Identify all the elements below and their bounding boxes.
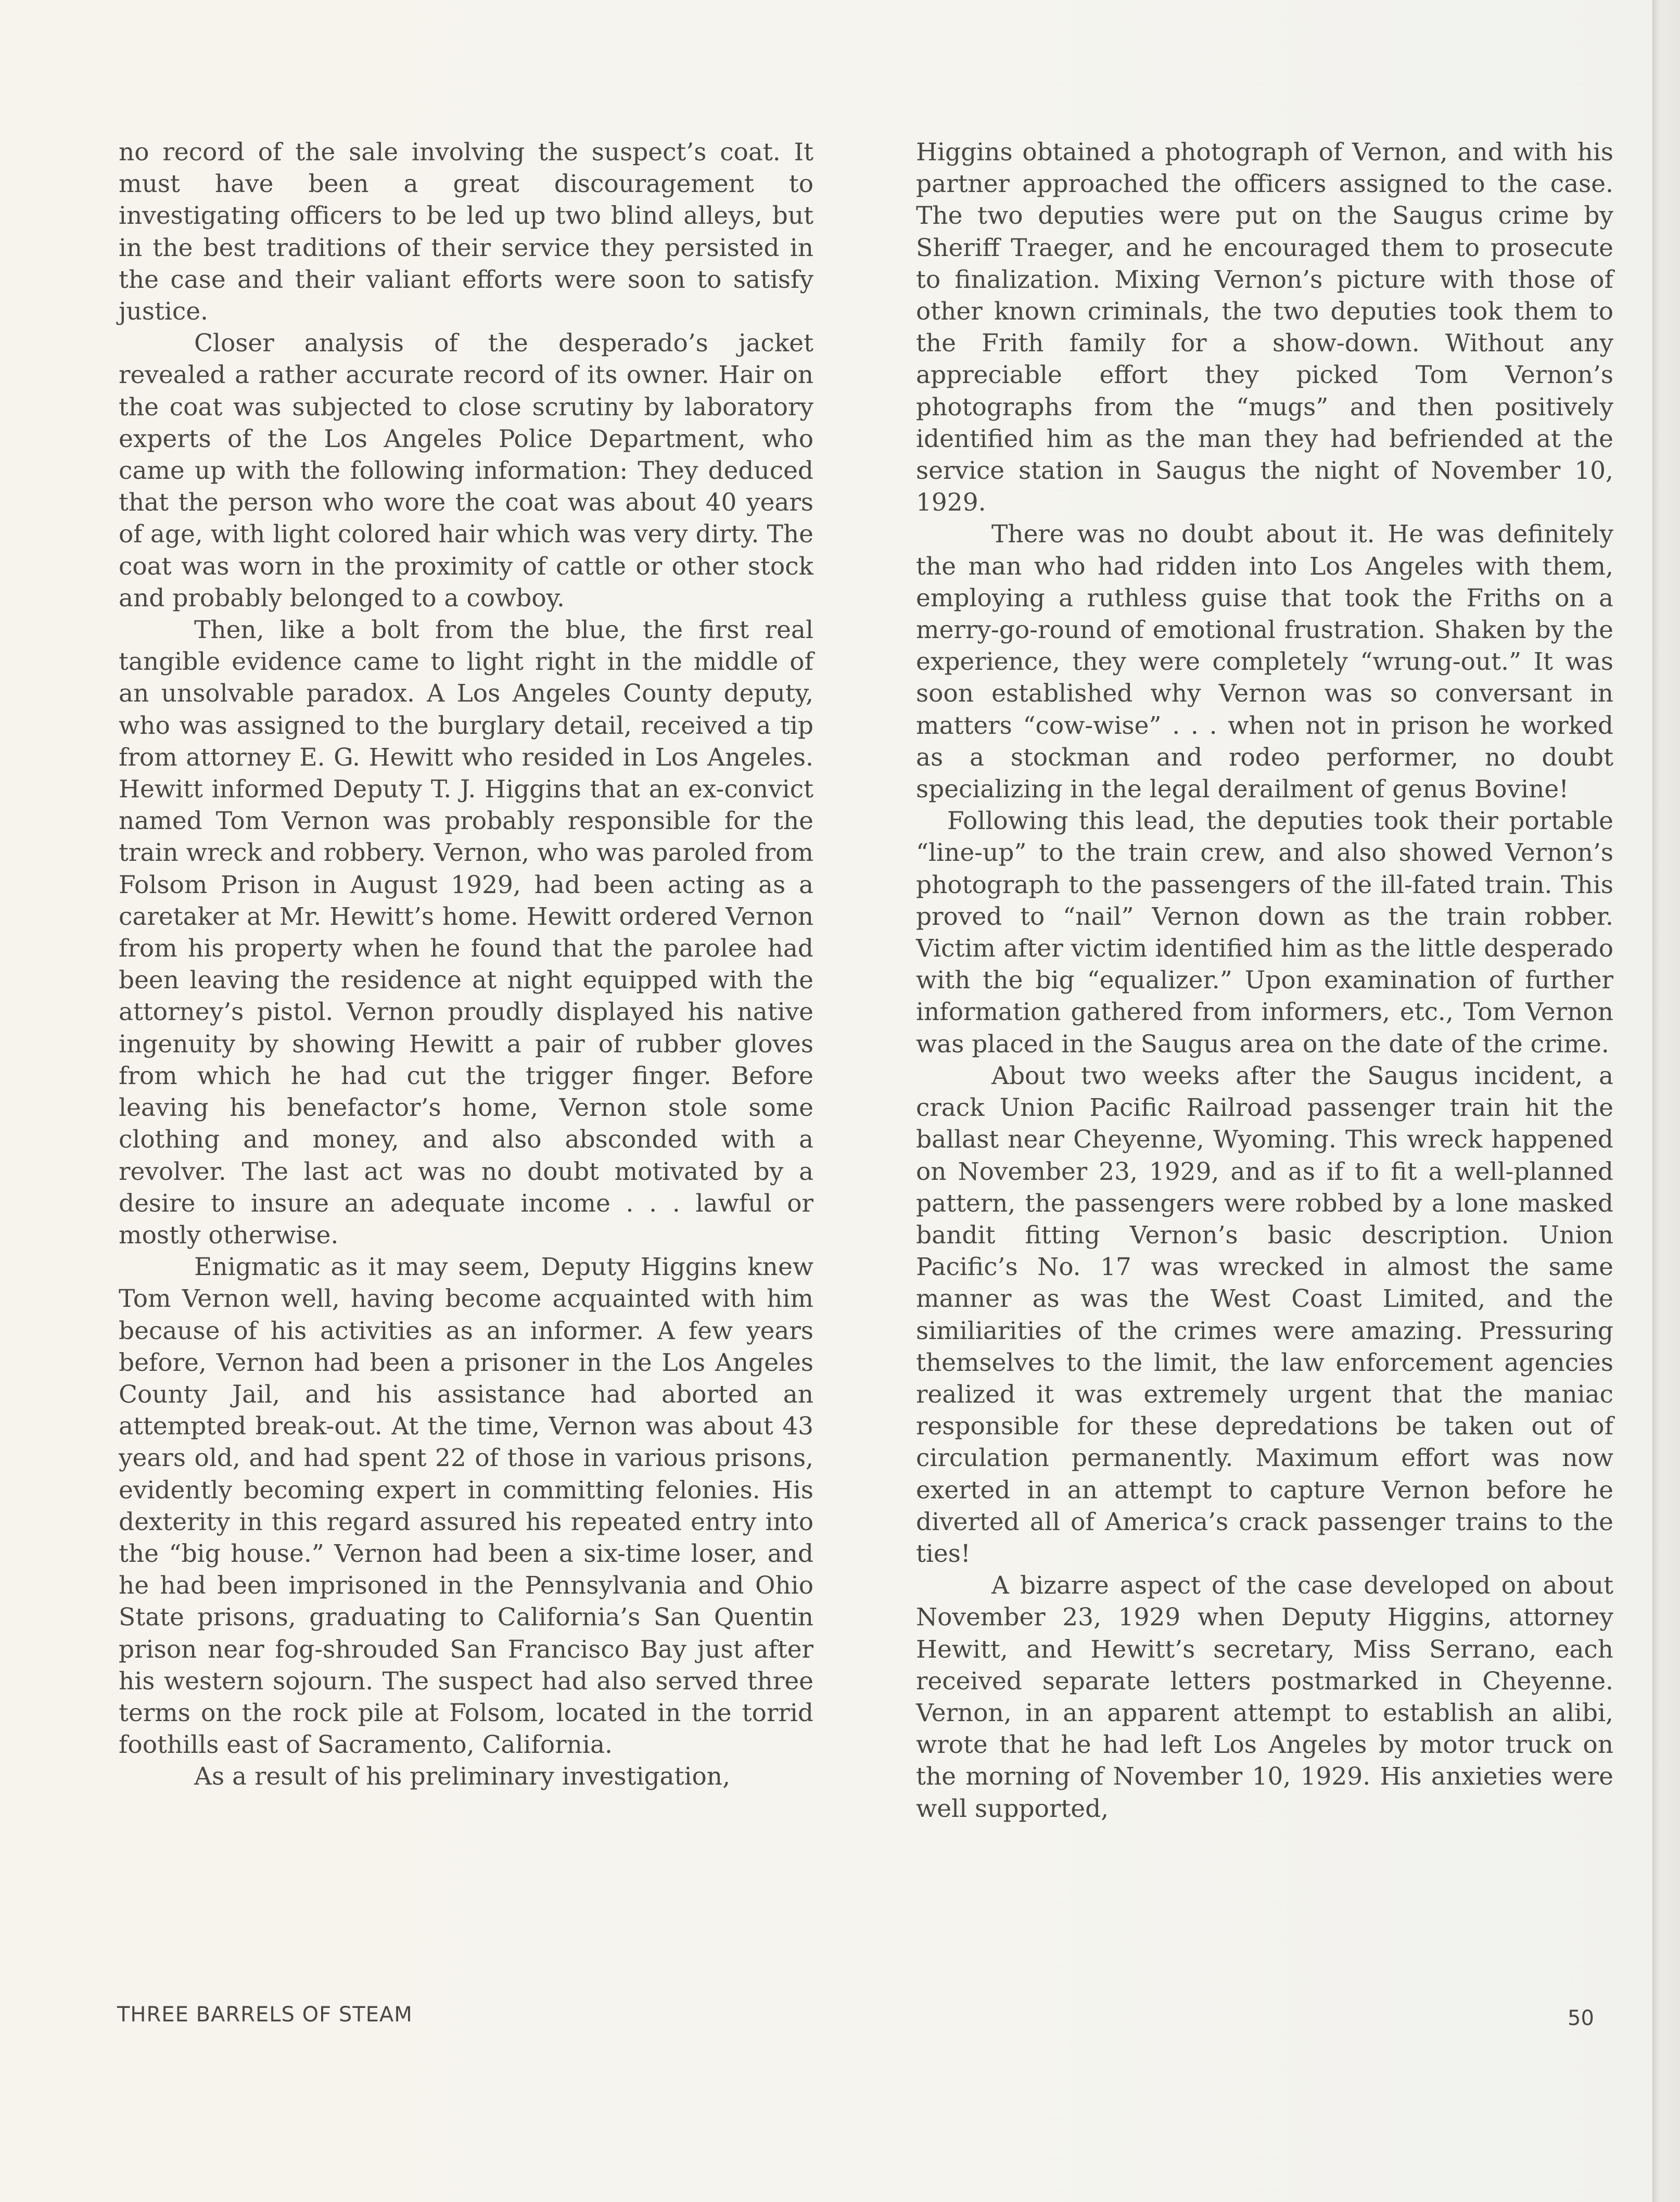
- paragraph: As a result of his preliminary investigation,: [194, 1762, 731, 1791]
- paragraph: Following this lead, the deputies took their portable “line-up” to the train crew, and also showed Vernon’s photograph to the passengers of the ill-fated train. This proved to “nail” Vernon down as the train robber. Victim after victim identified him as the little desperado with the big “equalizer.” Upon examination of further information gathered from informers, etc., Tom Vernon was placed in the Saugus area on the date of the crime.: [916, 807, 1613, 1059]
- page-edge: [1652, 0, 1680, 2202]
- left-column: [119, 136, 813, 1793]
- page-number: 50: [1568, 2006, 1594, 2030]
- paragraph: There was no doubt about it. He was definitely the man who had ridden into Los Angeles with them, employing a ruthless guise that took the Friths on a merry-go-round of emotional frustration. Shaken by the experience, they were completely “wrung-out.” It was soon established why Vernon was so conversant in matters “cow-wise” . . . when not in prison he worked as a stockman and rodeo performer, no doubt specializing in the legal derailment of genus Bovine!: [916, 520, 1613, 804]
- paragraph: Closer analysis of the desperado’s jacket revealed a rather accurate record of its owner. Hair on the coat was subjected to close scrutiny by laboratory experts of the Los Angeles Police Department, who came up with the following information: They deduced that the person who wore the coat was about 40 years of age, with light colored hair which was very dirty. The coat was worn in the proximity of cattle or other stock and probably belonged to a cowboy.: [119, 329, 813, 613]
- paragraph: Then, like a bolt from the blue, the first real tangible evidence came to light right in the middle of an unsolvable paradox. A Los Angeles County deputy, who was assigned to the burglary detail, received a tip from attorney E. G. Hewitt who resided in Los Angeles. Hewitt informed Deputy T. J. Higgins that an ex-convict named Tom Vernon was probably responsible for the train wreck and robbery. Vernon, who was paroled from Folsom Prison in August 1929, had been acting as a caretaker at Mr. Hewitt’s home. Hewitt ordered Vernon from his property when he found that the parolee had been leaving the residence at night equipped with the attorney’s pistol. Vernon proudly displayed his native ingenuity by showing Hewitt a pair of rubber gloves from which he had cut the trigger finger. Before leaving his benefactor’s home, Vernon stole some clothing and money, and also absconded with a revolver. The last act was no doubt motivated by a desire to insure an adequate income . . . lawful or mostly otherwise.: [119, 616, 813, 1250]
- right-column: [916, 136, 1613, 1825]
- paragraph: About two weeks after the Saugus incident, a crack Union Pacific Railroad passenger train hit the ballast near Cheyenne, Wyoming. This wreck happened on November 23, 1929, and as if to fit a well-planned pattern, the passengers were robbed by a lone masked bandit fitting Vernon’s basic description. Union Pacific’s No. 17 was wrecked in almost the same manner as was the West Coast Limited, and the similiarities of the crimes were amazing. Pressuring themselves to the limit, the law enforcement agencies realized it was extremely urgent that the maniac responsible for these depredations be taken out of circulation permanently. Maximum effort was now exerted in an attempt to capture Vernon before he diverted all of America’s crack passenger trains to the ties!: [916, 1061, 1613, 1568]
- paragraph: no record of the sale involving the suspect’s coat. It must have been a great discouragement to investigating officers to be led up two blind alleys, but in the best traditions of their service they persisted in the case and their valiant efforts were soon to satisfy justice.: [119, 138, 813, 326]
- running-footer-title: THREE BARRELS OF STEAM: [117, 2003, 413, 2027]
- paragraph: Enigmatic as it may seem, Deputy Higgins knew Tom Vernon well, having become acquainted with him because of his activities as an informer. A few years before, Vernon had been a prisoner in the Los Angeles County Jail, and his assistance had aborted an attempted break-out. At the time, Vernon was about 43 years old, and had spent 22 of those in various prisons, evidently becoming expert in committing felonies. His dexterity in this regard assured his repeated entry into the “big house.” Vernon had been a six-time loser, and he had been imprisoned in the Pennsylvania and Ohio State prisons, graduating to California’s San Quentin prison near fog-shrouded San Francisco Bay just after his western sojourn. The suspect had also served three terms on the rock pile at Folsom, located in the torrid foothills east of Sacramento, California.: [119, 1253, 813, 1760]
- paragraph: A bizarre aspect of the case developed on about November 23, 1929 when Deputy Higgins, attorney Hewitt, and Hewitt’s secretary, Miss Serrano, each received separate letters postmarked in Cheyenne. Vernon, in an apparent attempt to establish an alibi, wrote that he had left Los Angeles by motor truck on the morning of November 10, 1929. His anxieties were well supported,: [916, 1571, 1613, 1823]
- paragraph: Higgins obtained a photograph of Vernon, and with his partner approached the officers assigned to the case. The two deputies were put on the Saugus crime by Sheriff Traeger, and he encouraged them to prosecute to finalization. Mixing Vernon’s picture with those of other known criminals, the two deputies took them to the Frith family for a show-down. Without any appreciable effort they picked Tom Vernon’s photographs from the “mugs” and then positively identified him as the man they had befriended at the service station in Saugus the night of November 10, 1929.: [916, 138, 1613, 517]
